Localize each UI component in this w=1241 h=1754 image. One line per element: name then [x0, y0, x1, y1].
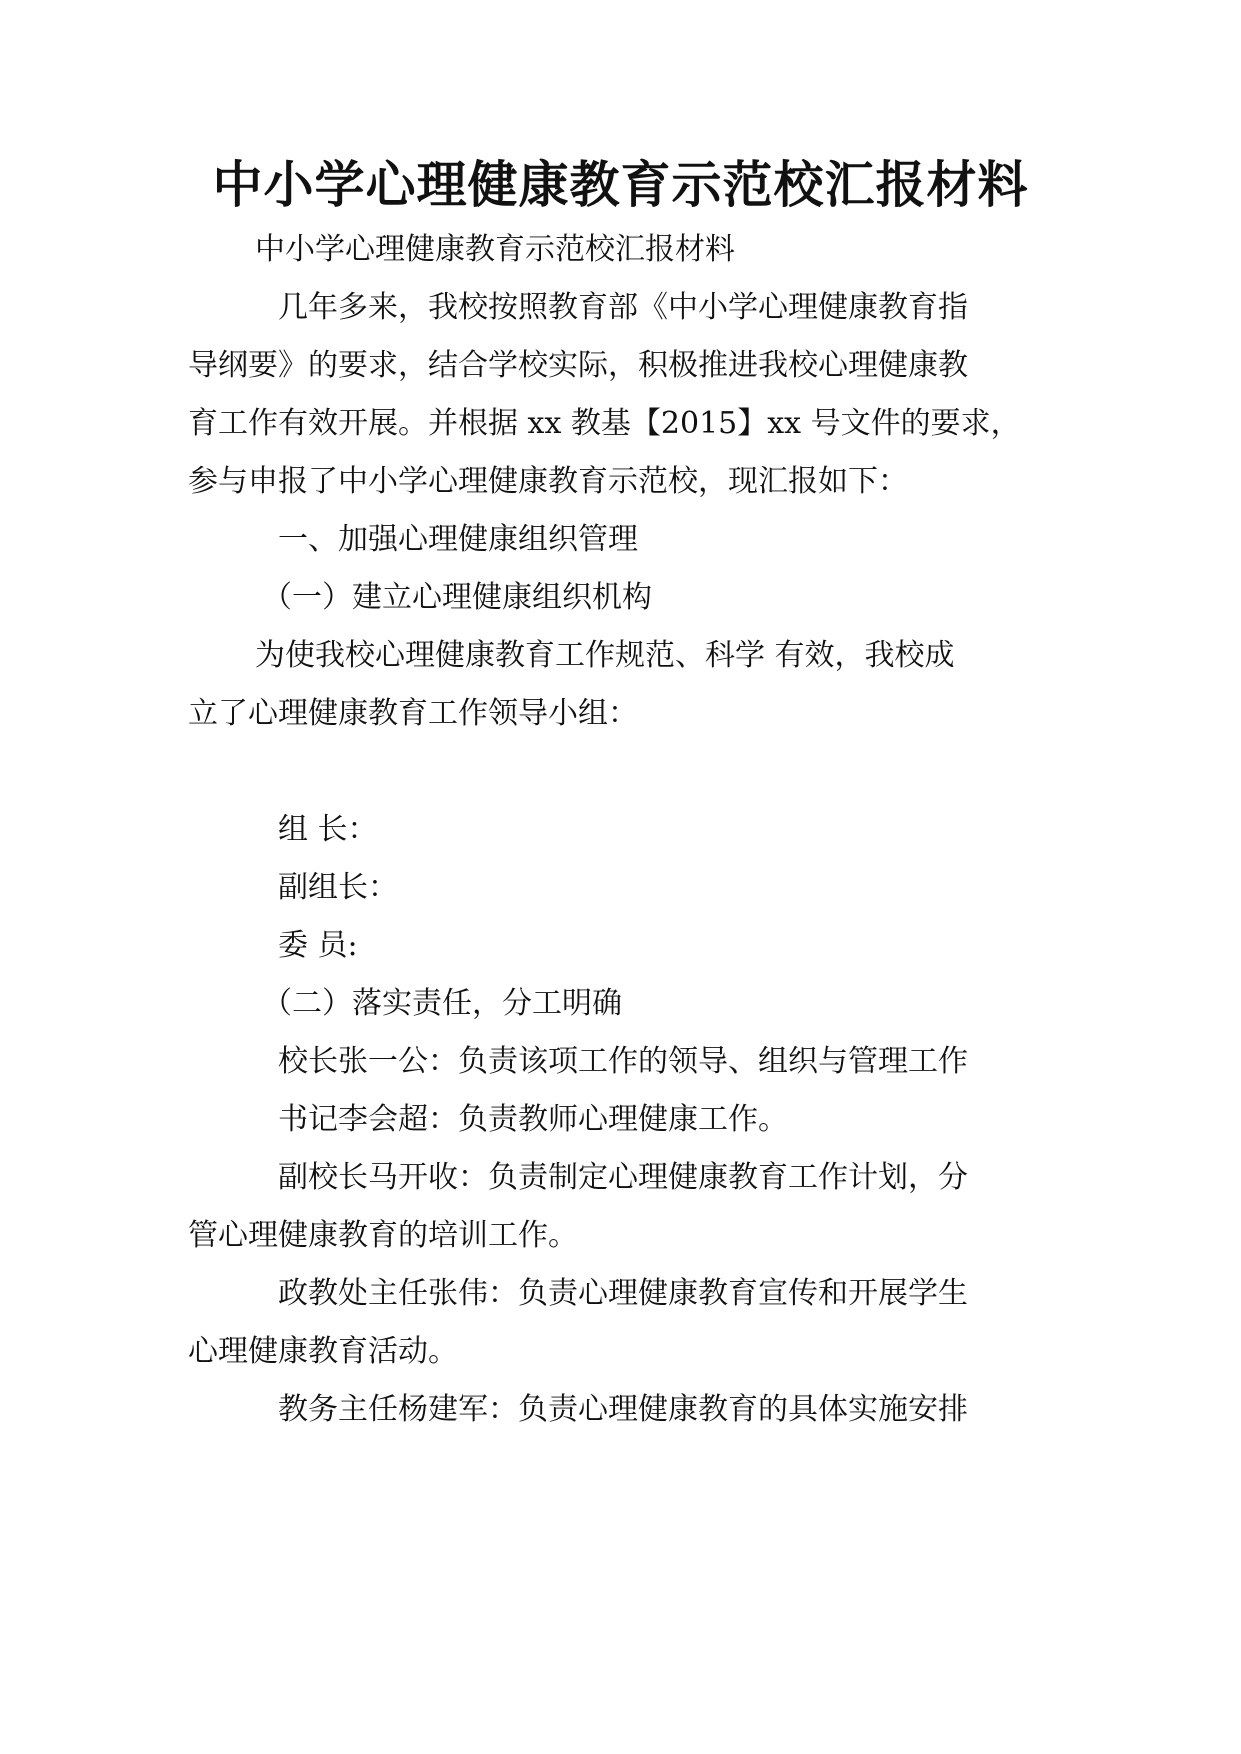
subsection-heading: （一）建立心理健康组织机构: [262, 580, 652, 615]
responsibility-line: 政教处主任张伟：负责心理健康教育宣传和开展学生: [278, 1276, 968, 1311]
section-heading: 一、加强心理健康组织管理: [278, 522, 638, 557]
paragraph-line: 立了心理健康教育工作领导小组：: [188, 696, 638, 731]
paragraph-line: 几年多来，我校按照教育部《中小学心理健康教育指: [278, 290, 968, 325]
paragraph-line: 育工作有效开展。并根据 xx 教基【2015】xx 号文件的要求，: [188, 406, 1021, 441]
responsibility-line: 教务主任杨建军：负责心理健康教育的具体实施安排: [278, 1392, 968, 1427]
group-leader-label: 组 长：: [278, 812, 378, 847]
subsection-heading: （二）落实责任，分工明确: [262, 986, 622, 1021]
document-title: 中小学心理健康教育示范校汇报材料: [212, 155, 1029, 214]
responsibility-line: 副校长马开收：负责制定心理健康教育工作计划，分: [278, 1160, 968, 1195]
responsibility-line: 心理健康教育活动。: [188, 1334, 458, 1369]
paragraph-line: 导纲要》的要求，结合学校实际，积极推进我校心理健康教: [188, 348, 968, 383]
subtitle-line: 中小学心理健康教育示范校汇报材料: [255, 232, 735, 267]
responsibility-line: 书记李会超：负责教师心理健康工作。: [278, 1102, 788, 1137]
member-label: 委 员:: [278, 928, 358, 963]
responsibility-line: 校长张一公：负责该项工作的领导、组织与管理工作: [278, 1044, 968, 1079]
deputy-leader-label: 副组长：: [278, 870, 398, 905]
responsibility-line: 管心理健康教育的培训工作。: [188, 1218, 578, 1253]
paragraph-line: 参与申报了中小学心理健康教育示范校，现汇报如下：: [188, 464, 908, 499]
paragraph-line: 为使我校心理健康教育工作规范、科学 有效，我校成: [255, 638, 955, 673]
